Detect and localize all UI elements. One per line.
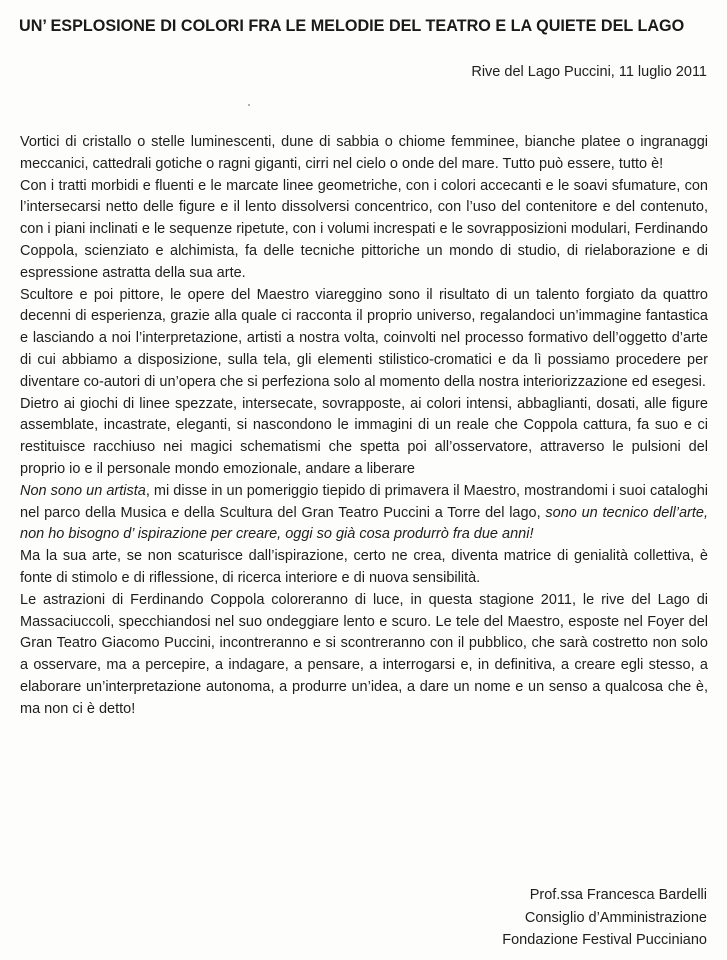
paragraph-7: Le astrazioni di Ferdinando Coppola coloreranno di luce, in questa stagione 2011, le rive del Lago di Massaciuccoli, specchiandosi nel suo ondeggiare lento e scuro. Le tele del Maestro, esposte nel Foyer del Gran Teatro Giacomo Puccini, incontreranno e si scontreranno con il pubblico, che sarà costretto non solo a osservare, ma a percepire, a indagare, a pensare, a interrogarsi e, in definitiva, a creare egli stesso, a elaborare un’interpretazione autonoma, a produrre un’idea, a dare un nome e un senso a qualcosa che è, ma non ci è detto!: [20, 591, 708, 717]
dateline: Rive del Lago Puccini, 11 luglio 2011: [471, 64, 707, 80]
paragraph-6: Ma la sua arte, se non scaturisce dall’ispirazione, certo ne crea, diventa matrice di genialità collettiva, è fonte di stimolo e di riflessione, di ricerca interiore e di nuova sensibilità.: [20, 548, 708, 586]
paragraph-4: Dietro ai giochi di linee spezzate, intersecate, sovrapposte, ai colori intensi, abbaglianti, dosati, alle figure assemblate, incastrate, eleganti, si nascondono le immagini di un reale che Coppola cattura, fa suo e ci restituisce racchiuso nei magici schematismi che spetta poi all’osservatore, attraverso le pulsioni del proprio io e il personale mondo emozionale, andare a liberare: [20, 395, 708, 477]
paragraph-5: [20, 481, 708, 546]
paragraph-5-text: , mi disse in un pomeriggio tiepido di primavera il Maestro, mostrandomi i suoi cataloghi nel parco della Musica e della Scultura del Gran Teatro Puccini a Torre del lago,: [20, 482, 708, 521]
signature-organization: Fondazione Festival Pucciniano: [502, 932, 707, 948]
paragraph-2: Con i tratti morbidi e fluenti e le marcate linee geometriche, con i colori accecanti e le soavi sfumature, con l’intersecarsi netto delle figure e il lento dissolversi concentrico, con l’uso del contenitore e del contenuto, con i piani inclinati e le sequenze ripetute, con i volumi increspati e le sovrapposizioni modulari, Ferdinando Coppola, scienziato e alchimista, fa delle tecniche pittoriche un mondo di studio, di rielaborazione e di espressione astratta della sua arte.: [20, 177, 708, 281]
document-title: UN’ ESPLOSIONE DI COLORI FRA LE MELODIE DEL TEATRO E LA QUIETE DEL LAGO: [19, 17, 685, 35]
body-text: [20, 132, 708, 721]
signature-role: Consiglio d’Amministrazione: [524, 909, 707, 926]
paragraph-3: Scultore e poi pittore, le opere del Maestro viareggino sono il risultato di un talento forgiato da quattro decenni di esperienza, grazie alla quale ci racconta il proprio universo, regalandoci un’immagine fantastica e lasciando a noi l’interpretazione, artisti a nostra volta, coinvolti nel processo formativo dell’oggetto d’arte di cui abbiamo a disposizione, sulla tela, gli elementi stilistico-cromatici e da lì possiamo procedere per diventare co-autori di un’opera che si perfeziona solo al momento della nostra interiorizzazione ed esegesi.: [20, 286, 708, 390]
quote-italic-1: Non sono un artista: [20, 482, 146, 499]
paragraph-1: Vortici di cristallo o stelle luminescenti, dune di sabbia o chiome femminee, bianche platee o ingranaggi meccanici, cattedrali gotiche o ragni giganti, cirri nel cielo o onde del mare. Tutto può essere, tutto è!: [20, 134, 708, 172]
quote-italic-2: sono un tecnico dell’arte, non ho bisogno d’ ispirazione per creare, oggi so già cosa produrrò fra due anni!: [20, 504, 708, 543]
signature-block: [502, 884, 707, 952]
scan-speck: [248, 104, 250, 106]
signature-name: Prof.ssa Francesca Bardelli: [529, 887, 707, 903]
